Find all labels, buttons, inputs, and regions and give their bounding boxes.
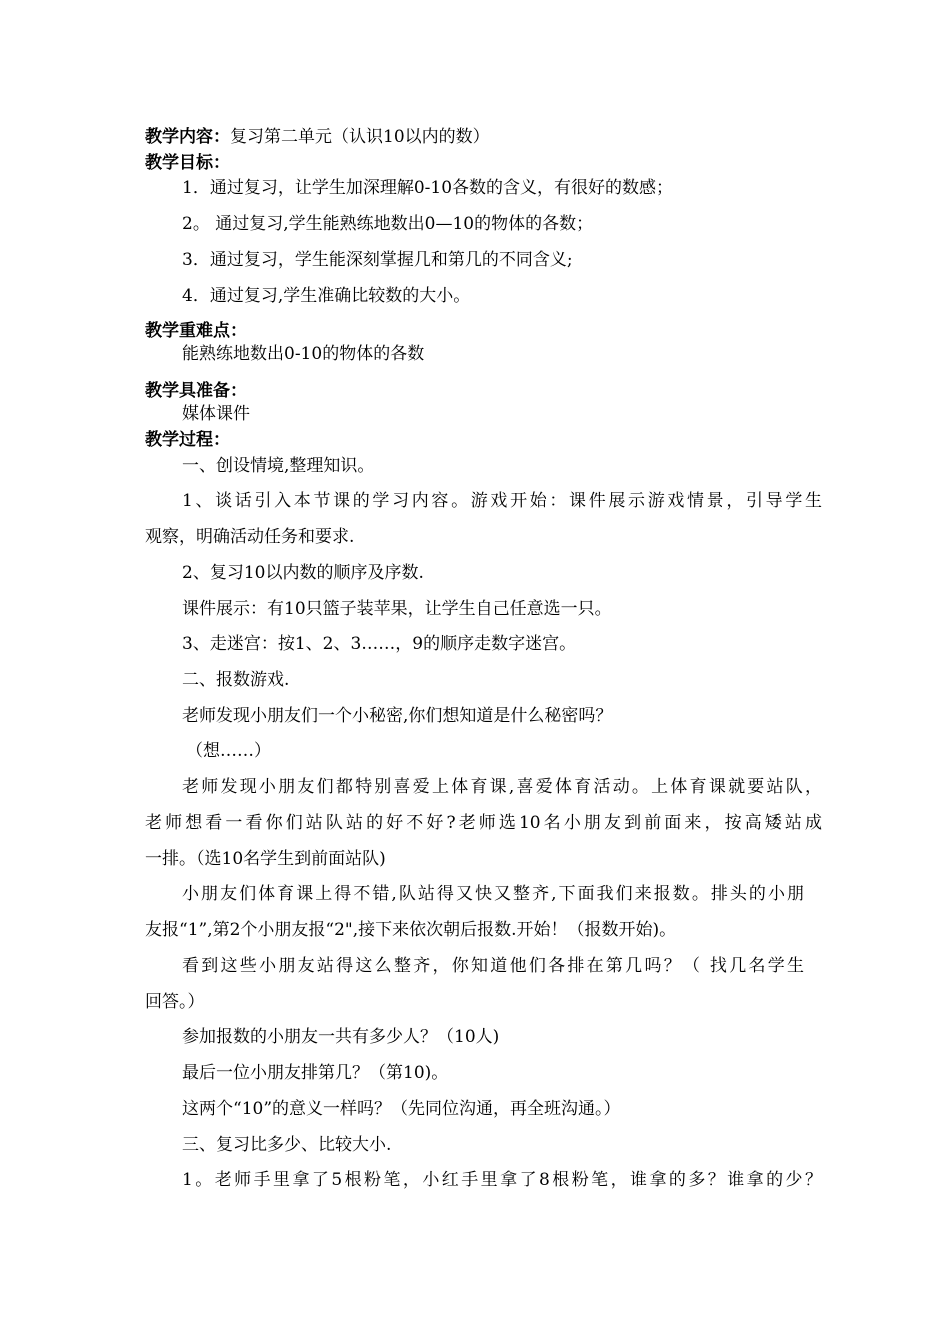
process-paragraph: 最后一位小朋友排第几？（第10)。 [182,1063,449,1083]
process-paragraph: 小朋友们体育课上得不错,队站得又快又整齐,下面我们来报数。排头的小朋 [182,884,804,904]
process-paragraph: 参加报数的小朋友一共有多少人？（10人) [182,1027,500,1047]
process-paragraph: 看到这些小朋友站得这么整齐，你知道他们各排在第几吗？（ 找几名学生 [182,956,804,976]
tools-text: 媒体课件 [182,404,250,424]
goal-item: 4．通过复习,学生准确比较数的大小。 [182,286,471,306]
goals-heading: 教学目标： [145,153,230,173]
goal-item: 3．通过复习，学生能深刻掌握几和第几的不同含义; [182,250,573,270]
process-paragraph: 一、创设情境,整理知识。 [182,456,375,476]
process-paragraph: 这两个“10”的意义一样吗？（先同位沟通，再全班沟通。） [182,1099,621,1119]
goal-item: 1．通过复习，让学生加深理解0-10各数的含义，有很好的数感； [182,178,674,198]
content-heading [145,126,490,148]
process-paragraph-cont: 观察，明确活动任务和要求. [145,527,355,547]
process-paragraph: 3、走迷宫：按1、2、3……，9的顺序走数字迷宫。 [182,634,577,654]
process-heading: 教学过程： [145,430,230,450]
process-paragraph-cont: 回答。） [145,992,205,1012]
key-points-heading: 教学重难点： [145,321,247,341]
process-paragraph: 1。老师手里拿了5根粉笔，小红手里拿了8根粉笔，谁拿的多？谁拿的少？ [182,1170,822,1190]
process-paragraph-cont: 老师想看一看你们站队站的好不好?老师选10名小朋友到前面来，按高矮站成 [145,813,822,833]
tools-heading: 教学具准备： [145,381,247,401]
process-paragraph: 二、报数游戏. [182,670,290,690]
process-paragraph: 2、复习10以内数的顺序及序数. [182,563,424,583]
process-paragraph: 老师发现小朋友们一个小秘密,你们想知道是什么秘密吗？ [182,706,613,726]
process-paragraph-cont: 一排。（选10名学生到前面站队) [145,849,386,869]
content-value: 复习第二单元（认识10以内的数） [230,127,490,147]
process-paragraph: 老师发现小朋友们都特别喜爱上体育课,喜爱体育活动。上体育课就要站队， [182,777,822,797]
key-points-text: 能熟练地数出0-10的物体的各数 [182,344,425,364]
process-paragraph: 三、复习比多少、比较大小. [182,1135,392,1155]
process-paragraph: 1、谈话引入本节课的学习内容。游戏开始：课件展示游戏情景，引导学生 [182,491,822,511]
process-paragraph-cont: 友报“1”,第2个小朋友报“2",接下来依次朝后报数.开始！（报数开始)。 [145,920,677,940]
process-paragraph: （想……） [186,741,271,761]
goal-item: 2。 通过复习,学生能熟练地数出0—10的物体的各数； [182,214,594,234]
process-paragraph: 课件展示：有10只篮子装苹果，让学生自己任意选一只。 [182,599,612,619]
content-label: 教学内容： [145,127,230,147]
